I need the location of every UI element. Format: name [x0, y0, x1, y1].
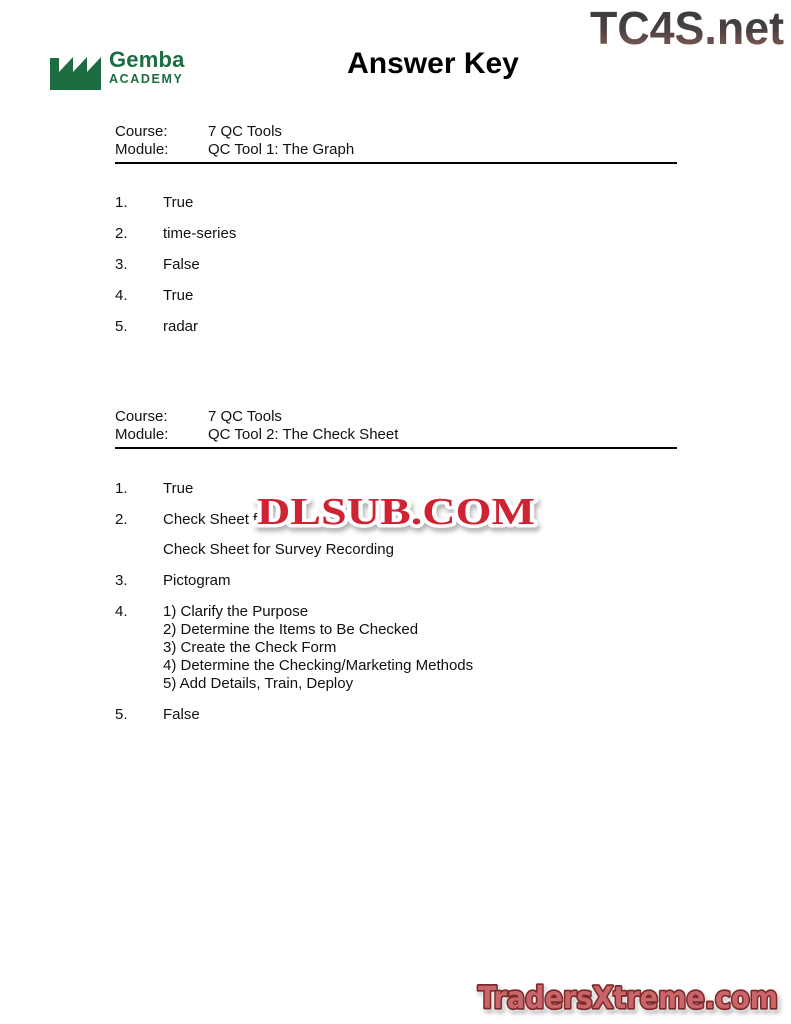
dlsub-watermark-graphic [246, 482, 546, 540]
answer-row [115, 603, 677, 693]
answer-number: 2. [115, 511, 128, 528]
answer-row [115, 706, 677, 724]
answer-row [115, 318, 677, 336]
answer-number: 1. [115, 194, 128, 211]
course-row [115, 408, 677, 426]
answer-row [115, 256, 677, 274]
answer-text: radar [163, 318, 199, 335]
answer-text: time-series [163, 225, 237, 242]
answer-text: False [163, 256, 200, 273]
course-value: 7 QC Tools [208, 123, 282, 140]
module-value: QC Tool 2: The Check Sheet [208, 426, 399, 443]
section1-header [115, 123, 677, 164]
answer-number: 2. [115, 225, 128, 242]
answer-number: 3. [115, 256, 128, 273]
watermark-bottomright-text: TradersXtreme.com [478, 981, 778, 1016]
answer-number: 3. [115, 572, 128, 589]
answer-text: 5) Add Details, Train, Deploy [163, 675, 354, 692]
logo-name: Gemba [109, 46, 185, 72]
course-row [115, 123, 677, 141]
module-label: Module: [115, 141, 169, 158]
course-value: 7 QC Tools [208, 408, 282, 425]
answer-row [115, 194, 677, 212]
module-label: Module: [115, 426, 169, 443]
answer-text: Check Sheet for Survey Recording [163, 541, 394, 558]
module-row [115, 141, 677, 159]
course-label: Course: [115, 123, 168, 140]
answer-text: True [163, 480, 194, 497]
watermark-bottomright [466, 970, 791, 1024]
tradersxtreme-watermark-graphic [466, 970, 791, 1022]
answer-row [115, 572, 677, 590]
answer-number: 4. [115, 287, 128, 304]
answer-text: Check Sheet f [163, 511, 258, 528]
answer-number: 5. [115, 706, 128, 723]
module-value: QC Tool 1: The Graph [208, 141, 355, 158]
watermark-center-text: DLSUB.COM [257, 491, 535, 533]
answer-row [115, 287, 677, 305]
answer-text: 1) Clarify the Purpose [163, 603, 309, 620]
answer-row [115, 225, 677, 243]
answer-number: 4. [115, 603, 128, 620]
answer-text: True [163, 194, 194, 211]
watermark-topright-text: TC4S.net [590, 2, 784, 54]
answer-number: 5. [115, 318, 128, 335]
answer-text: Pictogram [163, 572, 231, 589]
watermark-center [246, 482, 546, 545]
section1-answers [115, 194, 677, 349]
course-label: Course: [115, 408, 168, 425]
answer-text: 3) Create the Check Form [163, 639, 337, 656]
answer-text: 4) Determine the Checking/Marketing Methods [163, 657, 474, 674]
page-title: Answer Key [347, 47, 519, 80]
answer-text: True [163, 287, 194, 304]
module-row [115, 426, 677, 444]
logo-subname: ACADEMY [109, 71, 184, 86]
answer-text: 2) Determine the Items to Be Checked [163, 621, 419, 638]
section2-header [115, 408, 677, 449]
answer-text: False [163, 706, 200, 723]
answer-number: 1. [115, 480, 128, 497]
